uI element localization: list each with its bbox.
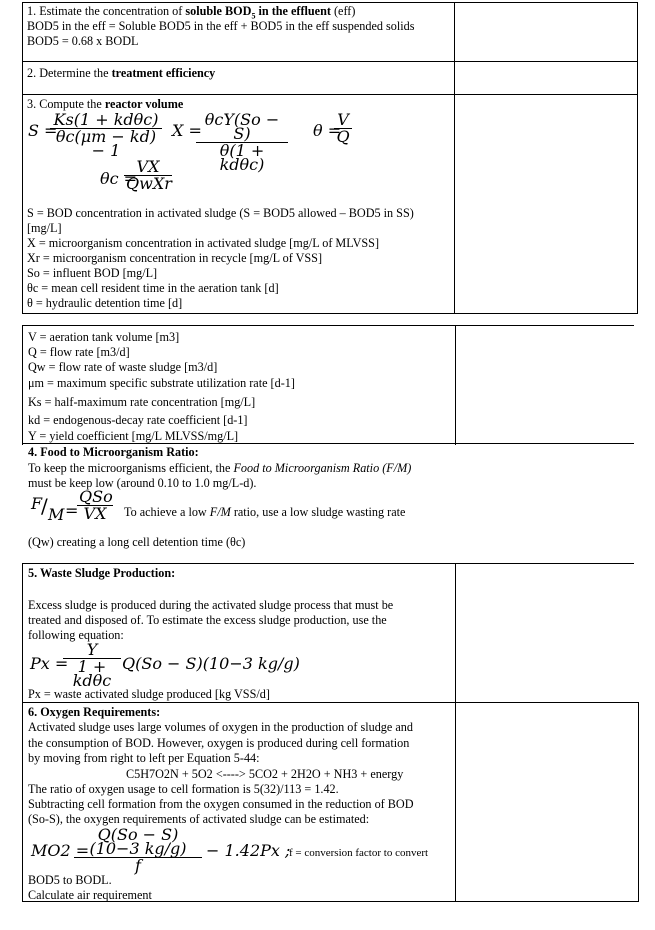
section5-divider [455,563,456,703]
eq-fm-den: VX [83,504,107,523]
section3-def-5: θc = mean cell resident time in the aeration tank [d] [27,281,279,295]
section4-eq-note-italic: F/M [209,505,231,519]
section1-bold2: in the effluent [255,4,331,18]
section5-title-text: 5. Waste Sludge Production: [28,566,176,580]
eq-mo2-lhs: MO2 = [31,841,90,860]
eq-x-num: θcY(So − S) [204,110,280,143]
section2-text [27,66,215,80]
section2-divider [454,61,455,95]
eq-mo2-den: f [135,856,141,875]
eq-thetac-lhs: θc = [100,169,138,188]
eq-mo2-rest: − 1.42Px ; [206,841,291,860]
section2-bold: treatment efficiency [111,66,216,80]
section4-title [28,445,199,459]
eq-x-lhs: X = [172,121,202,140]
section6-p2-1: (So-S), the oxygen requirements of activated sludge can be estimated: [28,812,370,826]
section4-p1-pre: To keep the microorganisms efficient, the [28,461,234,475]
section3-def-3: Xr = microorganism concentration in recycle [mg/L of VSS] [27,251,323,265]
section3-def-1: [mg/L] [27,221,62,235]
section3b-def-4: Ks = half-maximum rate concentration [mg/L] [28,395,256,409]
section1-line1 [27,4,356,21]
eq-fm-f: F [31,494,43,513]
section1-line1-text: 1. Estimate the concentration of [27,4,186,18]
section4-p1-italic: Food to Microorganism Ratio (F/M) [233,461,412,475]
eq-px-lhs: Px = [30,654,69,673]
section3b-def-1: Q = flow rate [m3/d] [28,345,130,359]
section6-note2: BOD5 to BODL. [28,873,112,887]
section3-def-2: X = microorganism concentration in activated sludge [mg/L of MLVSS] [27,236,380,250]
section5-p1-1: treated and disposed of. To estimate the excess sludge production, use the [28,613,387,627]
section3-def-0: S = BOD concentration in activated sludge (S = BOD5 allowed – BOD5 in SS) [27,206,414,220]
section6-calc: Calculate air requirement [28,888,152,902]
section6-p1-2: by moving from right to left per Equation 5-44: [28,751,260,765]
section3b-top-rule [22,325,634,326]
eq-s-lhs: S = [28,121,58,140]
eq-fm-equals: = [65,501,79,520]
section4-eq-note [124,505,405,519]
section1-line3: BOD5 = 0.68 x BODL [27,34,139,48]
section3-pre: 3. Compute the [27,97,105,111]
section3b-divider [455,325,456,445]
section3b-def-3: μm = maximum specific substrate utilization rate [d-1] [28,376,295,390]
section3b-def-6: Y = yield coefficient [mg/L MLVSS/mg/L] [28,429,239,443]
section6-divider [455,702,456,902]
eq-mo2-frac [74,825,202,875]
section5-left [22,563,23,703]
section3b-left [22,325,23,445]
section6-eq-note: f = conversion factor to convert [289,847,429,859]
section3-heading [27,97,183,111]
section3-def-6: θ = hydraulic detention time [d] [27,296,183,310]
section4-eq-note-pre: To achieve a low [124,505,210,519]
eq-px-rest: Q(So − S)(10−3 kg/g) [122,654,300,673]
section4-p1-line2: must be keep low (around 0.10 to 1.0 mg/L-d). [28,476,257,490]
section4-p2: (Qw) creating a long cell detention time (θc) [28,535,246,549]
section6-ratio: The ratio of oxygen usage to cell formation is 5(32)/113 = 1.42. [28,782,339,796]
section3b-def-5: kd = endogenous-decay rate coefficient [d-1] [28,413,248,427]
eq-s-num: Ks(1 + kdθc) [53,110,159,129]
section6-p2-0: Subtracting cell formation from the oxygen consumed in the reduction of BOD [28,797,414,811]
eq-thetac-den: QwXr [126,174,172,193]
section6-reaction: C5H7O2N + 5O2 <----> 5CO2 + 2H2O + NH3 + energy [126,767,404,781]
section5-def: Px = waste activated sludge produced [kg VSS/d] [28,687,270,701]
section3-bold: reactor volume [104,97,184,111]
eq-x-den: θ(1 + kdθc) [219,141,265,174]
eq-px-num: Y [86,640,98,659]
section5-p1-0: Excess sludge is produced during the activated sludge process that must be [28,598,394,612]
section4-p1 [28,461,411,475]
section6-title [28,705,160,719]
section5-p1-2: following equation: [28,628,124,642]
section1-bold-sub: 5 [251,11,256,21]
eq-theta-num: V [337,110,349,129]
section3b-def-2: Qw = flow rate of waste sludge [m3/d] [28,360,218,374]
section1-post: (eff) [330,4,356,18]
section2-pre: 2. Determine the [27,66,112,80]
eq-fm-frac [77,487,113,523]
section4-top-rule [22,443,634,444]
eq-thetac-frac [124,157,172,193]
section3-divider [454,94,455,314]
eq-fm-m: M [48,505,65,524]
section5-title [28,566,175,580]
eq-x-frac [196,110,288,174]
eq-thetac-num: VX [136,157,160,176]
eq-theta-den: Q [336,127,350,146]
section1-bold: soluble BOD [185,4,252,18]
eq-s-frac [50,110,162,160]
section3-def-4: So = influent BOD [mg/L] [27,266,158,280]
section1-line2: BOD5 in the eff = Soluble BOD5 in the eff + BOD5 in the eff suspended solids [27,19,415,33]
eq-s-den: θc(μm − kd) − 1 [55,127,157,160]
eq-mo2-num: Q(So − S)(10−3 kg/g) [89,825,187,858]
eq-px-frac [63,640,121,690]
eq-theta-frac [334,110,352,146]
eq-px-den: 1 + kdθc [72,657,112,690]
section6-title-text: 6. Oxygen Requirements: [28,705,161,719]
section3b-def-0: V = aeration tank volume [m3] [28,330,180,344]
section6-p1-1: the consumption of BOD. However, oxygen is produced during cell formation [28,736,410,750]
section4-title-text: 4. Food to Microorganism Ratio: [28,445,199,459]
eq-theta-lhs: θ = [313,121,342,140]
section1-divider [454,2,455,62]
eq-fm-slash: / [41,494,48,518]
section6-p1-0: Activated sludge uses large volumes of oxygen in the production of sludge and [28,720,413,734]
eq-fm-num: QSo [79,487,113,506]
section4-eq-note-post: ratio, use a low sludge wasting rate [230,505,406,519]
section5-top-rule [22,563,634,564]
